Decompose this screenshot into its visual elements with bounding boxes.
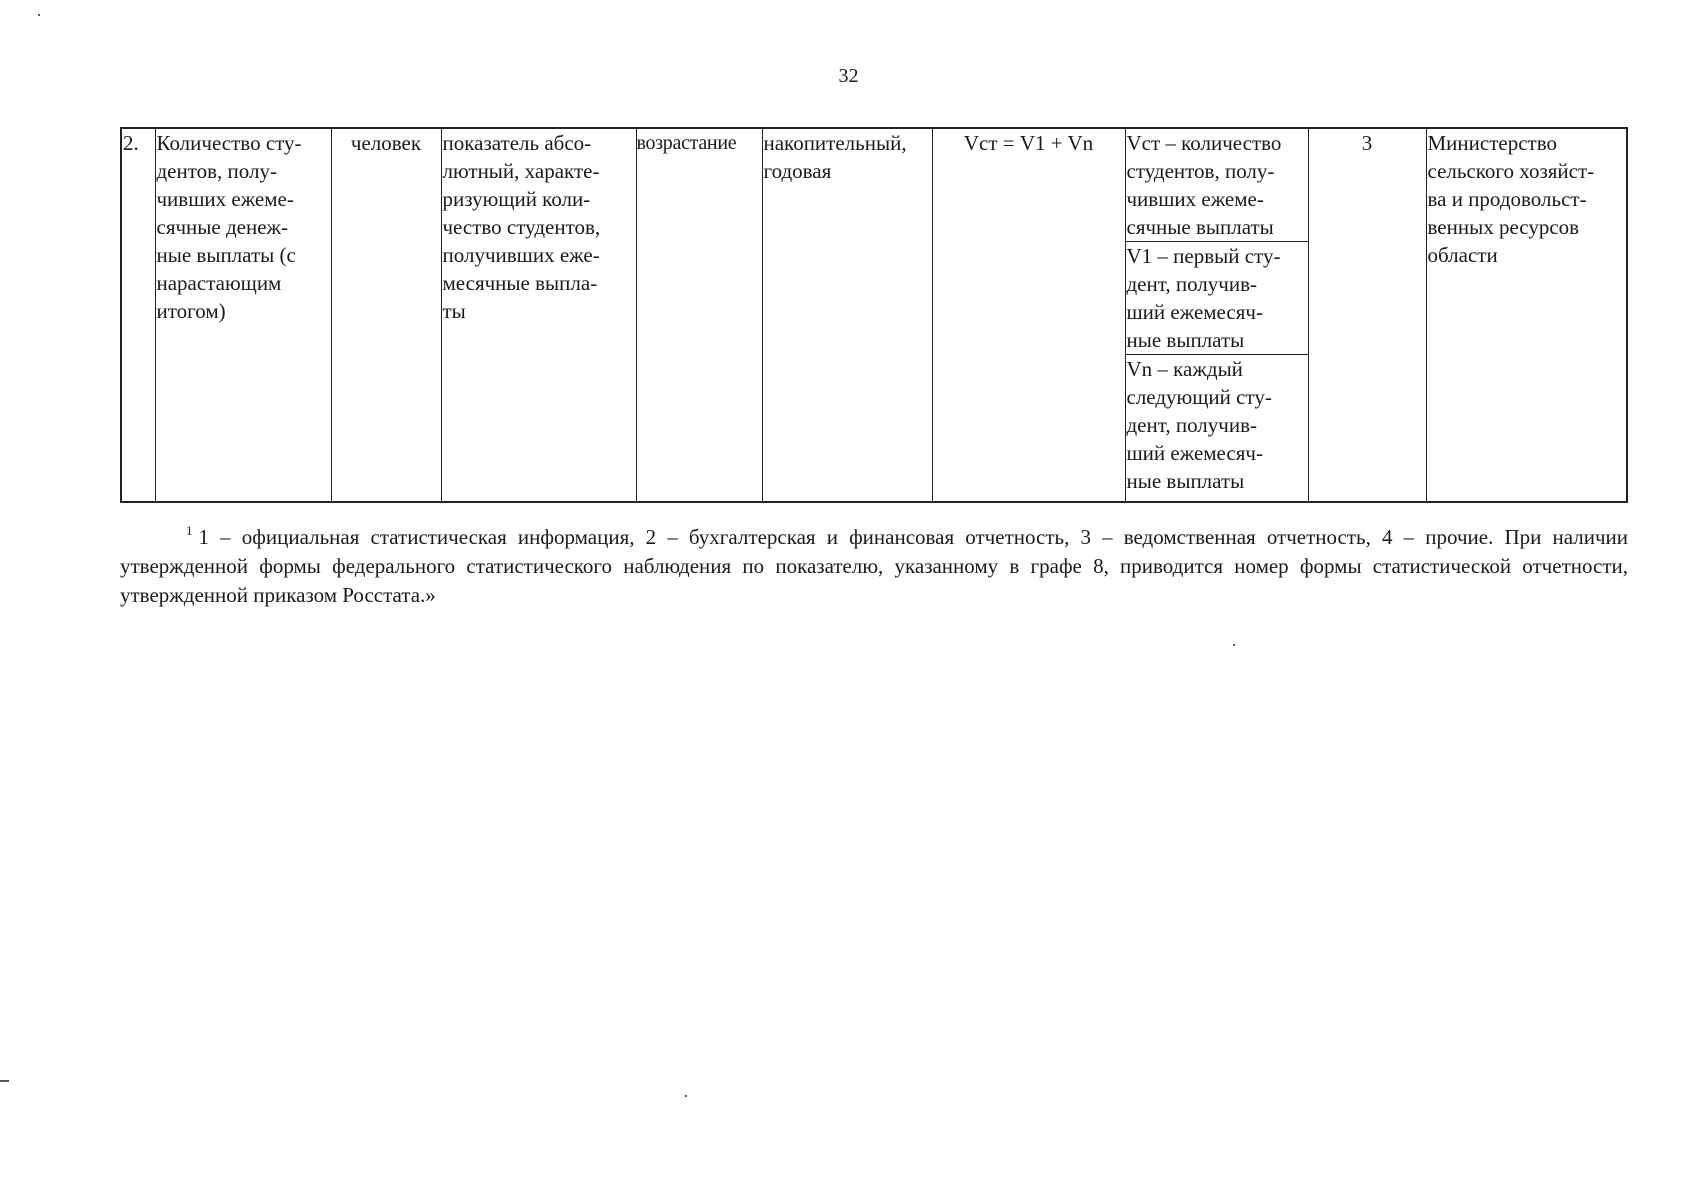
scan-speck <box>38 14 40 16</box>
variables-list <box>1126 129 1308 501</box>
footnote-marker: 1 <box>186 523 193 538</box>
footnote <box>120 523 1628 610</box>
page-number: 32 <box>838 65 859 87</box>
row-number: 2. <box>121 128 155 502</box>
variable-definition: Vст – количество студентов, полу- чивших ежеме- сячные выплаты <box>1126 129 1308 242</box>
indicator-name: Количество сту- дентов, полу- чивших ежеме- сячные денеж- ные выплаты (с нарастающим итогом) <box>155 128 331 502</box>
scan-speck <box>1233 644 1235 646</box>
variable-definition: V1 – первый сту- дент, получив- ший ежемесяч- ные выплаты <box>1126 242 1308 355</box>
method-cell: накопительный, годовая <box>762 128 932 502</box>
definition-cell: показатель абсо- лютный, характе- ризующий коли- чество студентов, получивших еже- месячные выпла- ты <box>441 128 636 502</box>
variables-cell <box>1125 128 1308 502</box>
scan-speck <box>685 1095 687 1097</box>
table-row <box>121 128 1627 502</box>
scan-speck <box>0 1080 9 1082</box>
variable-definition: Vn – каждый следующий сту- дент, получив- ший ежемесяч- ные выплаты <box>1126 357 1272 493</box>
formula-cell: Vст = V1 + Vn <box>932 128 1125 502</box>
indicator-table <box>120 127 1628 503</box>
responsible-cell: Министерство сельского хозяйст- ва и продовольст- венных ресурсов области <box>1426 128 1627 502</box>
footnote-text: 1 – официальная статистическая информация, 2 – бухгалтерская и финансовая отчетность, 3 – ведомственная отчетность, 4 – прочие. При наличии утвержденной формы федерального статистического наблюдения по показателю, указанному в графе 8, приводится номер формы статистической отчетности, утвержденной приказом Росстата.» <box>120 525 1628 607</box>
trend-cell: возрастание <box>636 128 762 502</box>
source-cell: 3 <box>1308 128 1426 502</box>
unit-cell: человек <box>331 128 441 502</box>
